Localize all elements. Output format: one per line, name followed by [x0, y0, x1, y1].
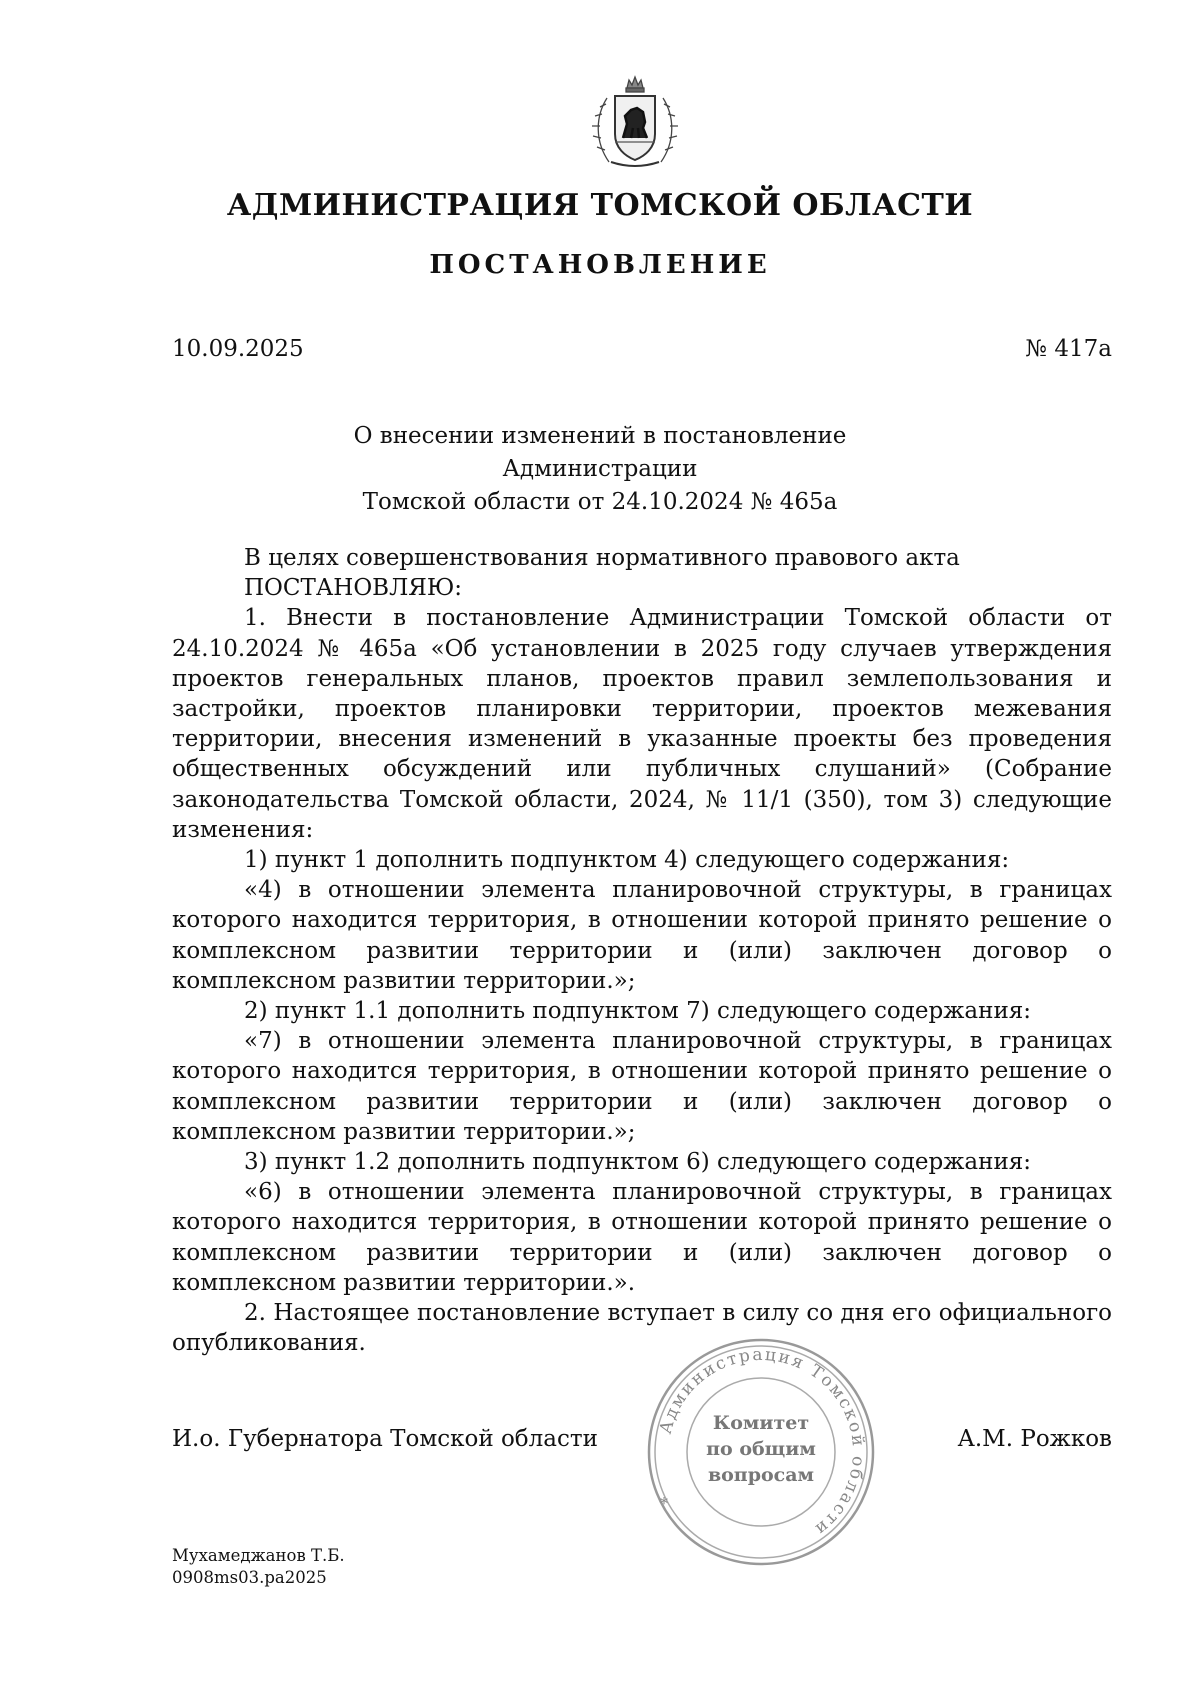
executor-block	[172, 1545, 345, 1589]
signatory-position: И.о. Губернатора Томской области	[172, 1426, 598, 1452]
document-body	[172, 543, 1112, 1358]
subitem-2-text: «7) в отношении элемента планировочной структуры, в границах которого находится территория, в отношении которой принято решение о комплексном развитии территории и (или) заключен договор о комплексном развитии территории.»;	[172, 1028, 1112, 1145]
paragraph-item-1: 1. Внести в постановление Администрации Томской области от 24.10.2024 № 465а «Об установлении в 2025 году случаев утверждения проектов генеральных планов, проектов правил землепользования и застройки, проектов планировки территории, проектов межевания территории, внесения изменений в указанные проекты без проведения общественных обсуждений или публичных слушаний» (Собрание законодательства Томской области, 2024, № 11/1 (350), том 3) следующие изменения:	[172, 605, 1112, 843]
seal-center-line-3: вопросам	[707, 1464, 815, 1486]
organization-title: АДМИНИСТРАЦИЯ ТОМСКОЙ ОБЛАСТИ	[226, 188, 974, 223]
subitem-1: 1) пункт 1 дополнить подпунктом 4) следующего содержания:	[244, 847, 1010, 874]
subitem-2: 2) пункт 1.1 дополнить подпунктом 7) следующего содержания:	[244, 998, 1032, 1025]
subitem-1-text: «4) в отношении элемента планировочной структуры, в границах которого находится территория, в отношении которой принято решение о комплексном развитии территории и (или) заключен договор о комплексном развитии территории.»;	[172, 877, 1112, 994]
subitem-3: 3) пункт 1.2 дополнить подпунктом 6) следующего содержания:	[244, 1149, 1032, 1176]
document-subject	[280, 420, 920, 519]
official-seal	[642, 1333, 880, 1571]
signatory-name: А.М. Рожков	[957, 1426, 1112, 1452]
decree-word: ПОСТАНОВЛЯЮ:	[244, 575, 463, 602]
executor-name: Мухамеджанов Т.Б.	[172, 1546, 345, 1565]
document-date: 10.09.2025	[172, 336, 304, 362]
document-type: ПОСТАНОВЛЕНИЕ	[429, 250, 771, 280]
subitem-3-text: «6) в отношении элемента планировочной структуры, в границах которого находится территория, в отношении которой принято решение о комплексном развитии территории и (или) заключен договор о комплексном развитии территории.».	[172, 1179, 1112, 1296]
coat-of-arms-icon	[585, 72, 685, 172]
seal-ring-text: Администрация Томской области	[655, 1344, 869, 1541]
paragraph-item-2: 2. Настоящее постановление вступает в силу со дня его официального опубликования.	[172, 1300, 1112, 1357]
seal-center-line-2: по общим	[706, 1438, 816, 1460]
subject-line-2: Томской области от 24.10.2024 № 465а	[362, 489, 838, 515]
document-number: № 417а	[1025, 336, 1112, 362]
seal-center-line-1: Комитет	[712, 1412, 810, 1434]
preamble: В целях совершенствования нормативного правового акта	[244, 545, 960, 571]
seal-star: *	[660, 1494, 668, 1513]
subject-line-1: О внесении изменений в постановление Администрации	[353, 423, 847, 482]
executor-code: 0908ms03.pa2025	[172, 1568, 327, 1587]
